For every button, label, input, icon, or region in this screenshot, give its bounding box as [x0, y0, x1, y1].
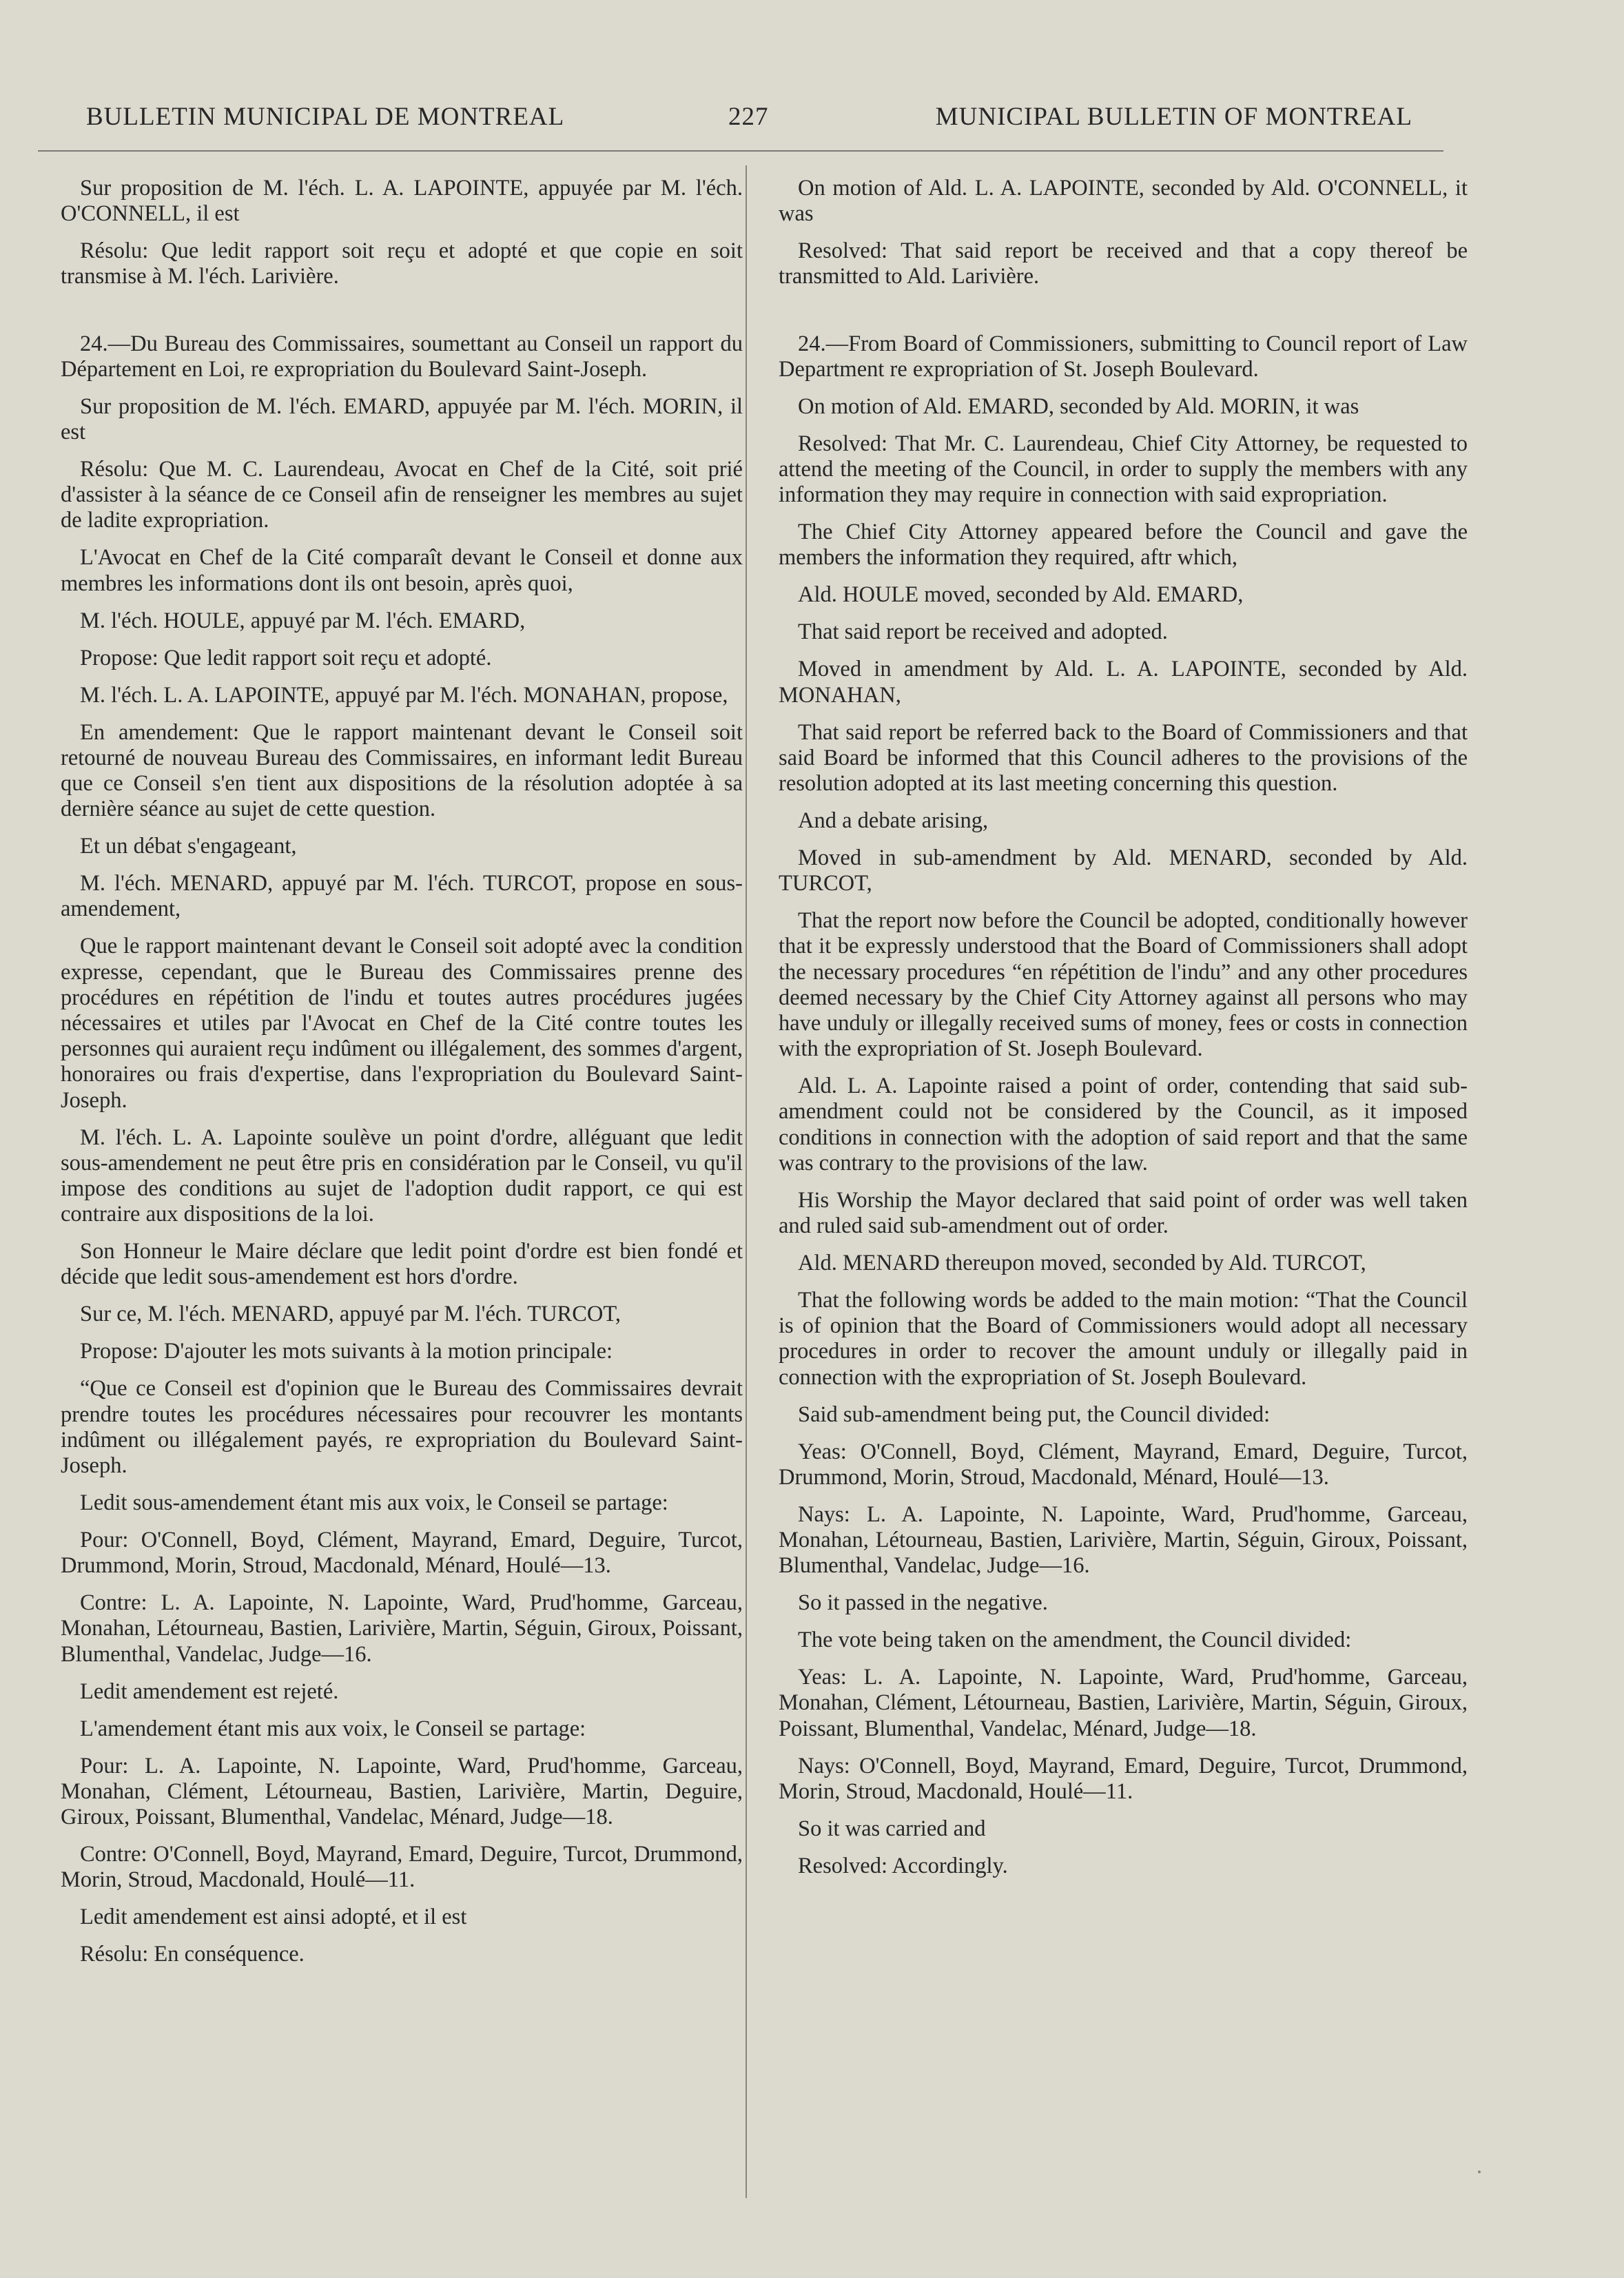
paragraph: Yeas: L. A. Lapointe, N. Lapointe, Ward, Prud'homme, Garceau, Monahan, Clément, Létourneau, Bastien, Larivière, Martin, Séguin, Giroux, Poissant, Blumenthal, Vandelac, Ménard, Judge—18. — [779, 1665, 1468, 1741]
paragraph: “Que ce Conseil est d'opinion que le Bureau des Commissaires devrait prendre toutes les procédures nécessaires pour recouvrer les montants indûment ou illégalement payés, re expropriation du Boulevard Saint-Joseph. — [61, 1376, 743, 1479]
paragraph: Propose: Que ledit rapport soit reçu et adopté. — [80, 645, 492, 670]
paragraph: The vote being taken on the amendment, the Council divided: — [798, 1628, 1352, 1653]
paragraph: Contre: L. A. Lapointe, N. Lapointe, Ward, Prud'homme, Garceau, Monahan, Létourneau, Bastien, Larivière, Martin, Séguin, Giroux, Poissant, Blumenthal, Vandelac, Judge—16. — [61, 1590, 743, 1667]
paragraph: Ald. MENARD thereupon moved, seconded by Ald. TURCOT, — [798, 1251, 1366, 1276]
paragraph: M. l'éch. L. A. LAPOINTE, appuyé par M. l'éch. MONAHAN, propose, — [80, 682, 728, 708]
paragraph: Sur ce, M. l'éch. MENARD, appuyé par M. l'éch. TURCOT, — [80, 1302, 621, 1327]
paragraph: M. l'éch. HOULE, appuyé par M. l'éch. EMARD, — [80, 608, 526, 633]
header-title-english: MUNICIPAL BULLETIN OF MONTREAL — [935, 103, 1412, 131]
paragraph: Said sub-amendment being put, the Council divided: — [798, 1402, 1271, 1427]
paragraph: Et un débat s'engageant, — [80, 834, 297, 859]
paragraph: 24.—Du Bureau des Commissaires, soumettant au Conseil un rapport du Département en Loi, re expropriation du Boulevard Saint-Joseph. — [61, 331, 743, 382]
paragraph: Résolu: En conséquence. — [80, 1942, 305, 1967]
paragraph: Contre: O'Connell, Boyd, Mayrand, Emard, Deguire, Turcot, Drummond, Morin, Stroud, Macdonald, Houlé—11. — [61, 1842, 743, 1893]
page-number: 227 — [728, 103, 769, 131]
paragraph: That the report now before the Council be adopted, conditionally however that it be expressly understood that the Board of Commissioners shall adopt the necessary procedures “en répétition de l'indu” and any other procedures deemed necessary by the Chief City Attorney against all persons who may have unduly or illegally received sums of money, fees or costs in connection with the expropriation of St. Joseph Boulevard. — [779, 908, 1468, 1062]
paragraph: Resolved: That said report be received and that a copy thereof be transmitted to Ald. Larivière. — [779, 238, 1468, 289]
paragraph: On motion of Ald. EMARD, seconded by Ald. MORIN, it was — [798, 393, 1359, 419]
header-title-french: BULLETIN MUNICIPAL DE MONTREAL — [86, 103, 565, 131]
paragraph: Sur proposition de M. l'éch. L. A. LAPOINTE, appuyée par M. l'éch. O'CONNELL, il est — [61, 176, 743, 227]
paragraph: Ald. L. A. Lapointe raised a point of order, contending that said sub-amendment could not be considered by the Council, as it imposed conditions in connection with the adoption of said report and that the same was contrary to the provisions of the law. — [779, 1074, 1468, 1176]
paragraph: Pour: O'Connell, Boyd, Clément, Mayrand, Emard, Deguire, Turcot, Drummond, Morin, Stroud, Macdonald, Ménard, Houlé—13. — [61, 1528, 743, 1579]
paragraph: His Worship the Mayor declared that said point of order was well taken and ruled said sub-amendment out of order. — [779, 1187, 1468, 1239]
paragraph: That the following words be added to the main motion: “That the Council is of opinion that the Board of Commissioners would adopt all necessary procedures in order to recover the amount unduly or illegally paid in connection with the expropriation of St. Joseph Boulevard. — [779, 1288, 1468, 1390]
paragraph: En amendement: Que le rapport maintenant devant le Conseil soit retourné de nouveau Bureau des Commissaires, en informant ledit Bureau que ce Conseil s'en tient aux dispositions de la résolution adoptée à sa dernière séance au sujet de cette question. — [61, 719, 743, 822]
paragraph: Ledit sous-amendement étant mis aux voix, le Conseil se partage: — [80, 1490, 668, 1516]
paragraph: Nays: L. A. Lapointe, N. Lapointe, Ward, Prud'homme, Garceau, Monahan, Létourneau, Bastien, Larivière, Martin, Séguin, Giroux, Poissant, Blumenthal, Vandelac, Judge—16. — [779, 1501, 1468, 1579]
paragraph: 24.—From Board of Commissioners, submitting to Council report of Law Department re expropriation of St. Joseph Boulevard. — [779, 331, 1468, 382]
paragraph: On motion of Ald. L. A. LAPOINTE, seconded by Ald. O'CONNELL, it was — [779, 176, 1468, 227]
paragraph: So it was carried and — [798, 1816, 986, 1841]
paragraph: That said report be received and adopted. — [798, 619, 1168, 645]
paragraph: Propose: D'ajouter les mots suivants à la motion principale: — [80, 1339, 613, 1364]
paragraph: L'amendement étant mis aux voix, le Conseil se partage: — [80, 1716, 586, 1741]
paragraph: Ledit amendement est rejeté. — [80, 1679, 339, 1704]
paragraph: Que le rapport maintenant devant le Conseil soit adopté avec la condition expresse, cependant, que le Bureau des Commissaires prenne des procédures en répétition de l'indu et toutes autres procédures jugées nécessaires et utiles par l'Avocat en Chef de la Cité contre toutes les personnes qui auraient reçu indûment ou illégalement, des sommes d'argent, honoraires ou frais d'expertise, dans l'expropriation du Boulevard Saint-Joseph. — [61, 934, 743, 1113]
column-divider — [746, 165, 747, 2198]
paragraph: Resolved: Accordingly. — [798, 1853, 1008, 1878]
paragraph: Sur proposition de M. l'éch. EMARD, appuyée par M. l'éch. MORIN, il est — [61, 393, 743, 445]
paragraph: Ledit amendement est ainsi adopté, et il est — [80, 1905, 467, 1930]
running-header — [86, 95, 1412, 136]
paragraph: Pour: L. A. Lapointe, N. Lapointe, Ward, Prud'homme, Garceau, Monahan, Clément, Létourneau, Bastien, Larivière, Martin, Deguire, Giroux, Poissant, Blumenthal, Vandelac, Ménard, Judge—18. — [61, 1753, 743, 1830]
print-mark — [1478, 2171, 1481, 2173]
english-column — [779, 176, 1468, 2195]
paragraph: Moved in sub-amendment by Ald. MENARD, seconded by Ald. TURCOT, — [779, 845, 1468, 896]
french-column — [61, 176, 743, 2195]
header-rule — [38, 150, 1443, 152]
paragraph: Résolu: Que M. C. Laurendeau, Avocat en Chef de la Cité, soit prié d'assister à la séance de ce Conseil afin de renseigner les membres au sujet de ladite expropriation. — [61, 457, 743, 533]
paragraph: That said report be referred back to the Board of Commissioners and that said Board be informed that this Council adheres to the provisions of the resolution adopted at its last meeting concerning this question. — [779, 719, 1468, 797]
paragraph: Nays: O'Connell, Boyd, Mayrand, Emard, Deguire, Turcot, Drummond, Morin, Stroud, Macdonald, Houlé—11. — [779, 1753, 1468, 1804]
paragraph: Resolved: That Mr. C. Laurendeau, Chief City Attorney, be requested to attend the meeting of the Council, in order to supply the members with any information they may require in connection with said expropriation. — [779, 431, 1468, 508]
paragraph: Résolu: Que ledit rapport soit reçu et adopté et que copie en soit transmise à M. l'éch. Larivière. — [61, 238, 743, 289]
paragraph: So it passed in the negative. — [798, 1590, 1048, 1616]
paragraph: Ald. HOULE moved, seconded by Ald. EMARD, — [798, 582, 1244, 608]
paragraph: The Chief City Attorney appeared before the Council and gave the members the information they required, aftr which, — [779, 520, 1468, 571]
paragraph: Moved in amendment by Ald. L. A. LAPOINTE, seconded by Ald. MONAHAN, — [779, 657, 1468, 708]
paragraph: Son Honneur le Maire déclare que ledit point d'ordre est bien fondé et décide que ledit sous-amendement est hors d'ordre. — [61, 1239, 743, 1290]
paragraph: M. l'éch. MENARD, appuyé par M. l'éch. TURCOT, propose en sous-amendement, — [61, 871, 743, 922]
paragraph: M. l'éch. L. A. Lapointe soulève un point d'ordre, alléguant que ledit sous-amendement ne peut être pris en considération par le Conseil, vu qu'il impose des conditions au sujet de l'adoption dudit rapport, ce qui est contraire aux dispositions de la loi. — [61, 1125, 743, 1227]
paragraph: And a debate arising, — [798, 808, 989, 834]
paragraph: L'Avocat en Chef de la Cité comparaît devant le Conseil et donne aux membres les informations dont ils ont besoin, après quoi, — [61, 545, 743, 596]
paragraph: Yeas: O'Connell, Boyd, Clément, Mayrand, Emard, Deguire, Turcot, Drummond, Morin, Stroud, Macdonald, Ménard, Houlé—13. — [779, 1439, 1468, 1490]
